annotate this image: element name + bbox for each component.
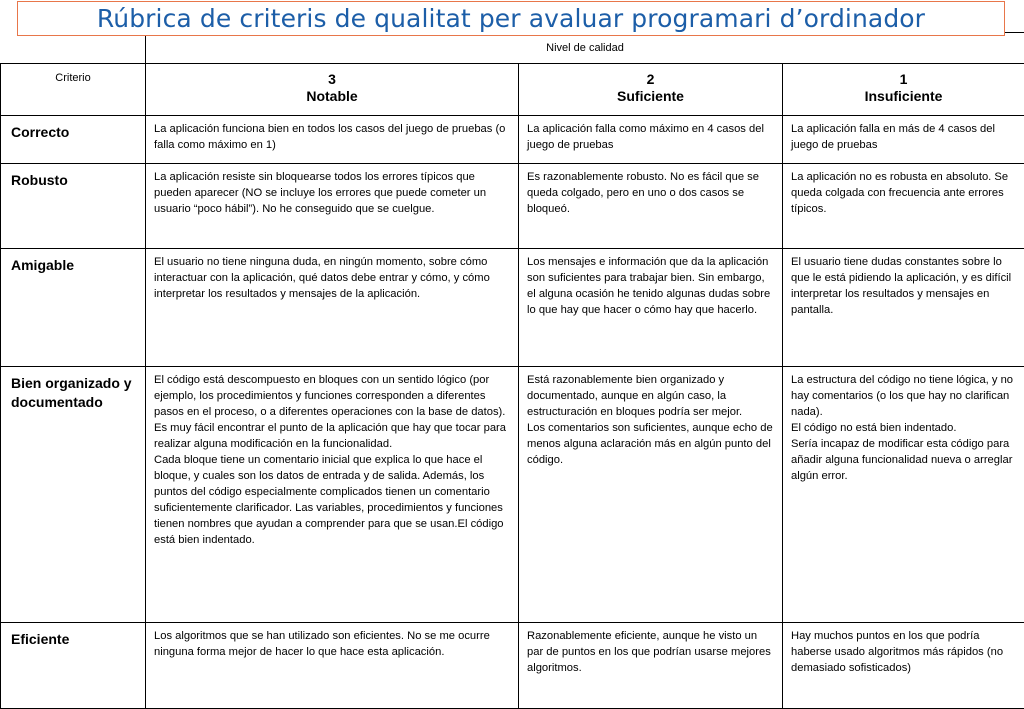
cell-paragraph: Los comentarios son suficientes, aunque echo de menos alguna aclaración más en algún punto del código. (527, 422, 773, 466)
cell-suficiente: La aplicación falla como máximo en 4 casos del juego de pruebas (519, 116, 783, 164)
cell-suficiente: Razonablemente eficiente, aunque he visto un par de puntos en los que podrían usarse mejores algoritmos. (519, 623, 783, 709)
cell-insuficiente: La aplicación falla en más de 4 casos del juego de pruebas (783, 116, 1024, 164)
cell-paragraph: El código no está bien indentado. (791, 422, 957, 434)
table-row (1, 249, 1024, 367)
cell-paragraph: Es muy fácil encontrar el punto de la aplicación que hay que tocar para realizar alguna modificación en la funcionalidad. (154, 422, 506, 450)
level-2-header (519, 64, 783, 116)
cell-insuficiente: Hay muchos puntos en los que podría haberse usado algoritmos más rápidos (no demasiado sofisticados) (783, 623, 1024, 709)
title-box (17, 1, 1005, 36)
header-row-level (1, 33, 1024, 64)
cell-insuficiente: La aplicación no es robusta en absoluto. Se queda colgada con frecuencia ante errores típicos. (783, 164, 1024, 249)
cell-notable: Los algoritmos que se han utilizado son eficientes. No se me ocurre ninguna forma mejor de hacer lo que hace esta aplicación. (146, 623, 519, 709)
cell-paragraph: Sería incapaz de modificar esta código para añadir alguna funcionalidad nueva o arreglar algún error. (791, 438, 1013, 482)
table-row (1, 116, 1024, 164)
level-1-name: Insuficiente (864, 88, 943, 104)
cell-paragraph: Está razonablemente bien organizado y documentado, aunque en algún caso, la estructuración en bloques podría ser mejor. (527, 374, 743, 418)
level-3-header (146, 64, 519, 116)
cell-paragraph: El código está descompuesto en bloques con un sentido lógico (por ejemplo, los procedimientos y funciones corresponden a diferentes pasos en el proceso, o a diferentes operaciones con la base de datos). (154, 374, 506, 418)
level-1-number: 1 (899, 71, 908, 87)
row-label-correcto: Correcto (1, 116, 146, 164)
cell-insuficiente (783, 367, 1024, 623)
row-label-bien-organizado: Bien organizado y documentado (1, 367, 146, 623)
level-3-name: Notable (306, 88, 358, 104)
cell-paragraph: La estructura del código no tiene lógica, y no hay comentarios (o los que hay no clarifican nada). (791, 374, 1014, 418)
cell-notable: El usuario no tiene ninguna duda, en ningún momento, sobre cómo interactuar con la aplicación, qué datos debe entrar y cómo, y cómo interpretar los resultados y mensajes de la aplicación. (146, 249, 519, 367)
page-title: Rúbrica de criteris de qualitat per avaluar programari d’ordinador (96, 4, 926, 33)
cell-insuficiente: El usuario tiene dudas constantes sobre lo que le está pidiendo la aplicación, y es difícil interpretar los resultados y mensajes en pantalla. (783, 249, 1024, 367)
cell-paragraph: Cada bloque tiene un comentario inicial que explica lo que hace el bloque, y cuales son los datos de entrada y de salida. Además, los puntos del código especialmente complicados tienen un comentario suficientemente clarificador. Las variables, procedimientos y funciones tienen nombres que ayudan a comprender para que se usan.El código está bien indentado. (154, 454, 504, 546)
table-row (1, 367, 1024, 623)
level-header: Nivel de calidad (146, 33, 1024, 64)
row-label-amigable: Amigable (1, 249, 146, 367)
cell-suficiente: Los mensajes e información que da la aplicación son suficientes para trabajar bien. Sin embargo, el alguna ocasión he tenido algunas dudas sobre lo que hay que hacer o cómo hay que hacerlo. (519, 249, 783, 367)
header-row-levels (1, 64, 1024, 116)
level-2-number: 2 (646, 71, 655, 87)
table-row (1, 623, 1024, 709)
cell-notable: La aplicación resiste sin bloquearse todos los errores típicos que pueden aparecer (NO se incluye los errores que puede cometer un usuario “poco hábil”). No he conseguido que se cuelgue. (146, 164, 519, 249)
cell-notable: La aplicación funciona bien en todos los casos del juego de pruebas (o falla como máximo en 1) (146, 116, 519, 164)
cell-suficiente (519, 367, 783, 623)
cell-notable (146, 367, 519, 623)
row-label-eficiente: Eficiente (1, 623, 146, 709)
level-3-number: 3 (328, 71, 336, 87)
rubric-table (0, 32, 1024, 709)
corner-cell (1, 33, 146, 64)
cell-suficiente: Es razonablemente robusto. No es fácil que se queda colgado, pero en uno o dos casos se bloqueó. (519, 164, 783, 249)
table-row (1, 164, 1024, 249)
row-label-robusto: Robusto (1, 164, 146, 249)
level-1-header (783, 64, 1024, 116)
criterion-header: Criterio (1, 64, 146, 116)
level-2-name: Suficiente (617, 88, 684, 104)
